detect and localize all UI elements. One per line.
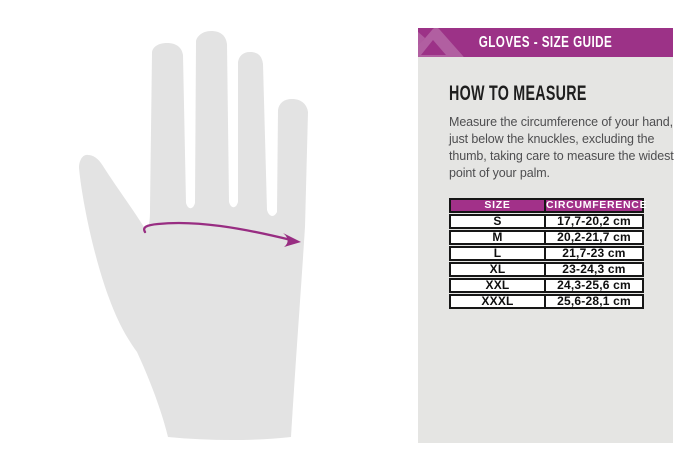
size-value: XL — [489, 262, 506, 276]
size-column-header: SIZE — [484, 199, 511, 211]
table-row — [449, 262, 644, 277]
table-row — [449, 214, 644, 229]
size-table-header-row — [449, 198, 648, 213]
circumference-value: 21,7-23 cm — [544, 248, 642, 259]
circumference-value: 17,7-20,2 cm — [544, 216, 642, 227]
table-row — [449, 230, 644, 245]
how-to-measure-heading: HOW TO MEASURE — [449, 82, 587, 105]
circumference-value: 24,3-25,6 cm — [544, 280, 642, 291]
circumference-value: 25,6-28,1 cm — [544, 296, 642, 307]
size-table — [449, 198, 648, 309]
size-value: L — [493, 246, 502, 260]
instruction-line: Measure the circumference of your hand, — [449, 115, 673, 129]
size-guide-panel — [418, 28, 673, 443]
table-row — [449, 294, 644, 309]
circumference-column-header: CIRCUMFERENCE — [546, 199, 648, 211]
circumference-value: 23-24,3 cm — [544, 264, 642, 275]
size-value: XXL — [485, 278, 510, 292]
table-row — [449, 278, 644, 293]
instruction-line: thumb, taking care to measure the widest — [449, 149, 674, 163]
instruction-line: just below the knuckles, excluding the — [449, 132, 655, 146]
table-row — [449, 246, 644, 261]
banner-title: GLOVES - SIZE GUIDE — [478, 33, 613, 51]
instruction-line: point of your palm. — [449, 166, 550, 180]
panel-content — [449, 57, 674, 310]
title-banner — [418, 28, 673, 57]
measure-instructions — [449, 114, 674, 182]
size-value: XXXL — [481, 294, 514, 308]
size-value: S — [493, 214, 502, 228]
size-value: M — [492, 230, 503, 244]
circumference-value: 20,2-21,7 cm — [544, 232, 642, 243]
